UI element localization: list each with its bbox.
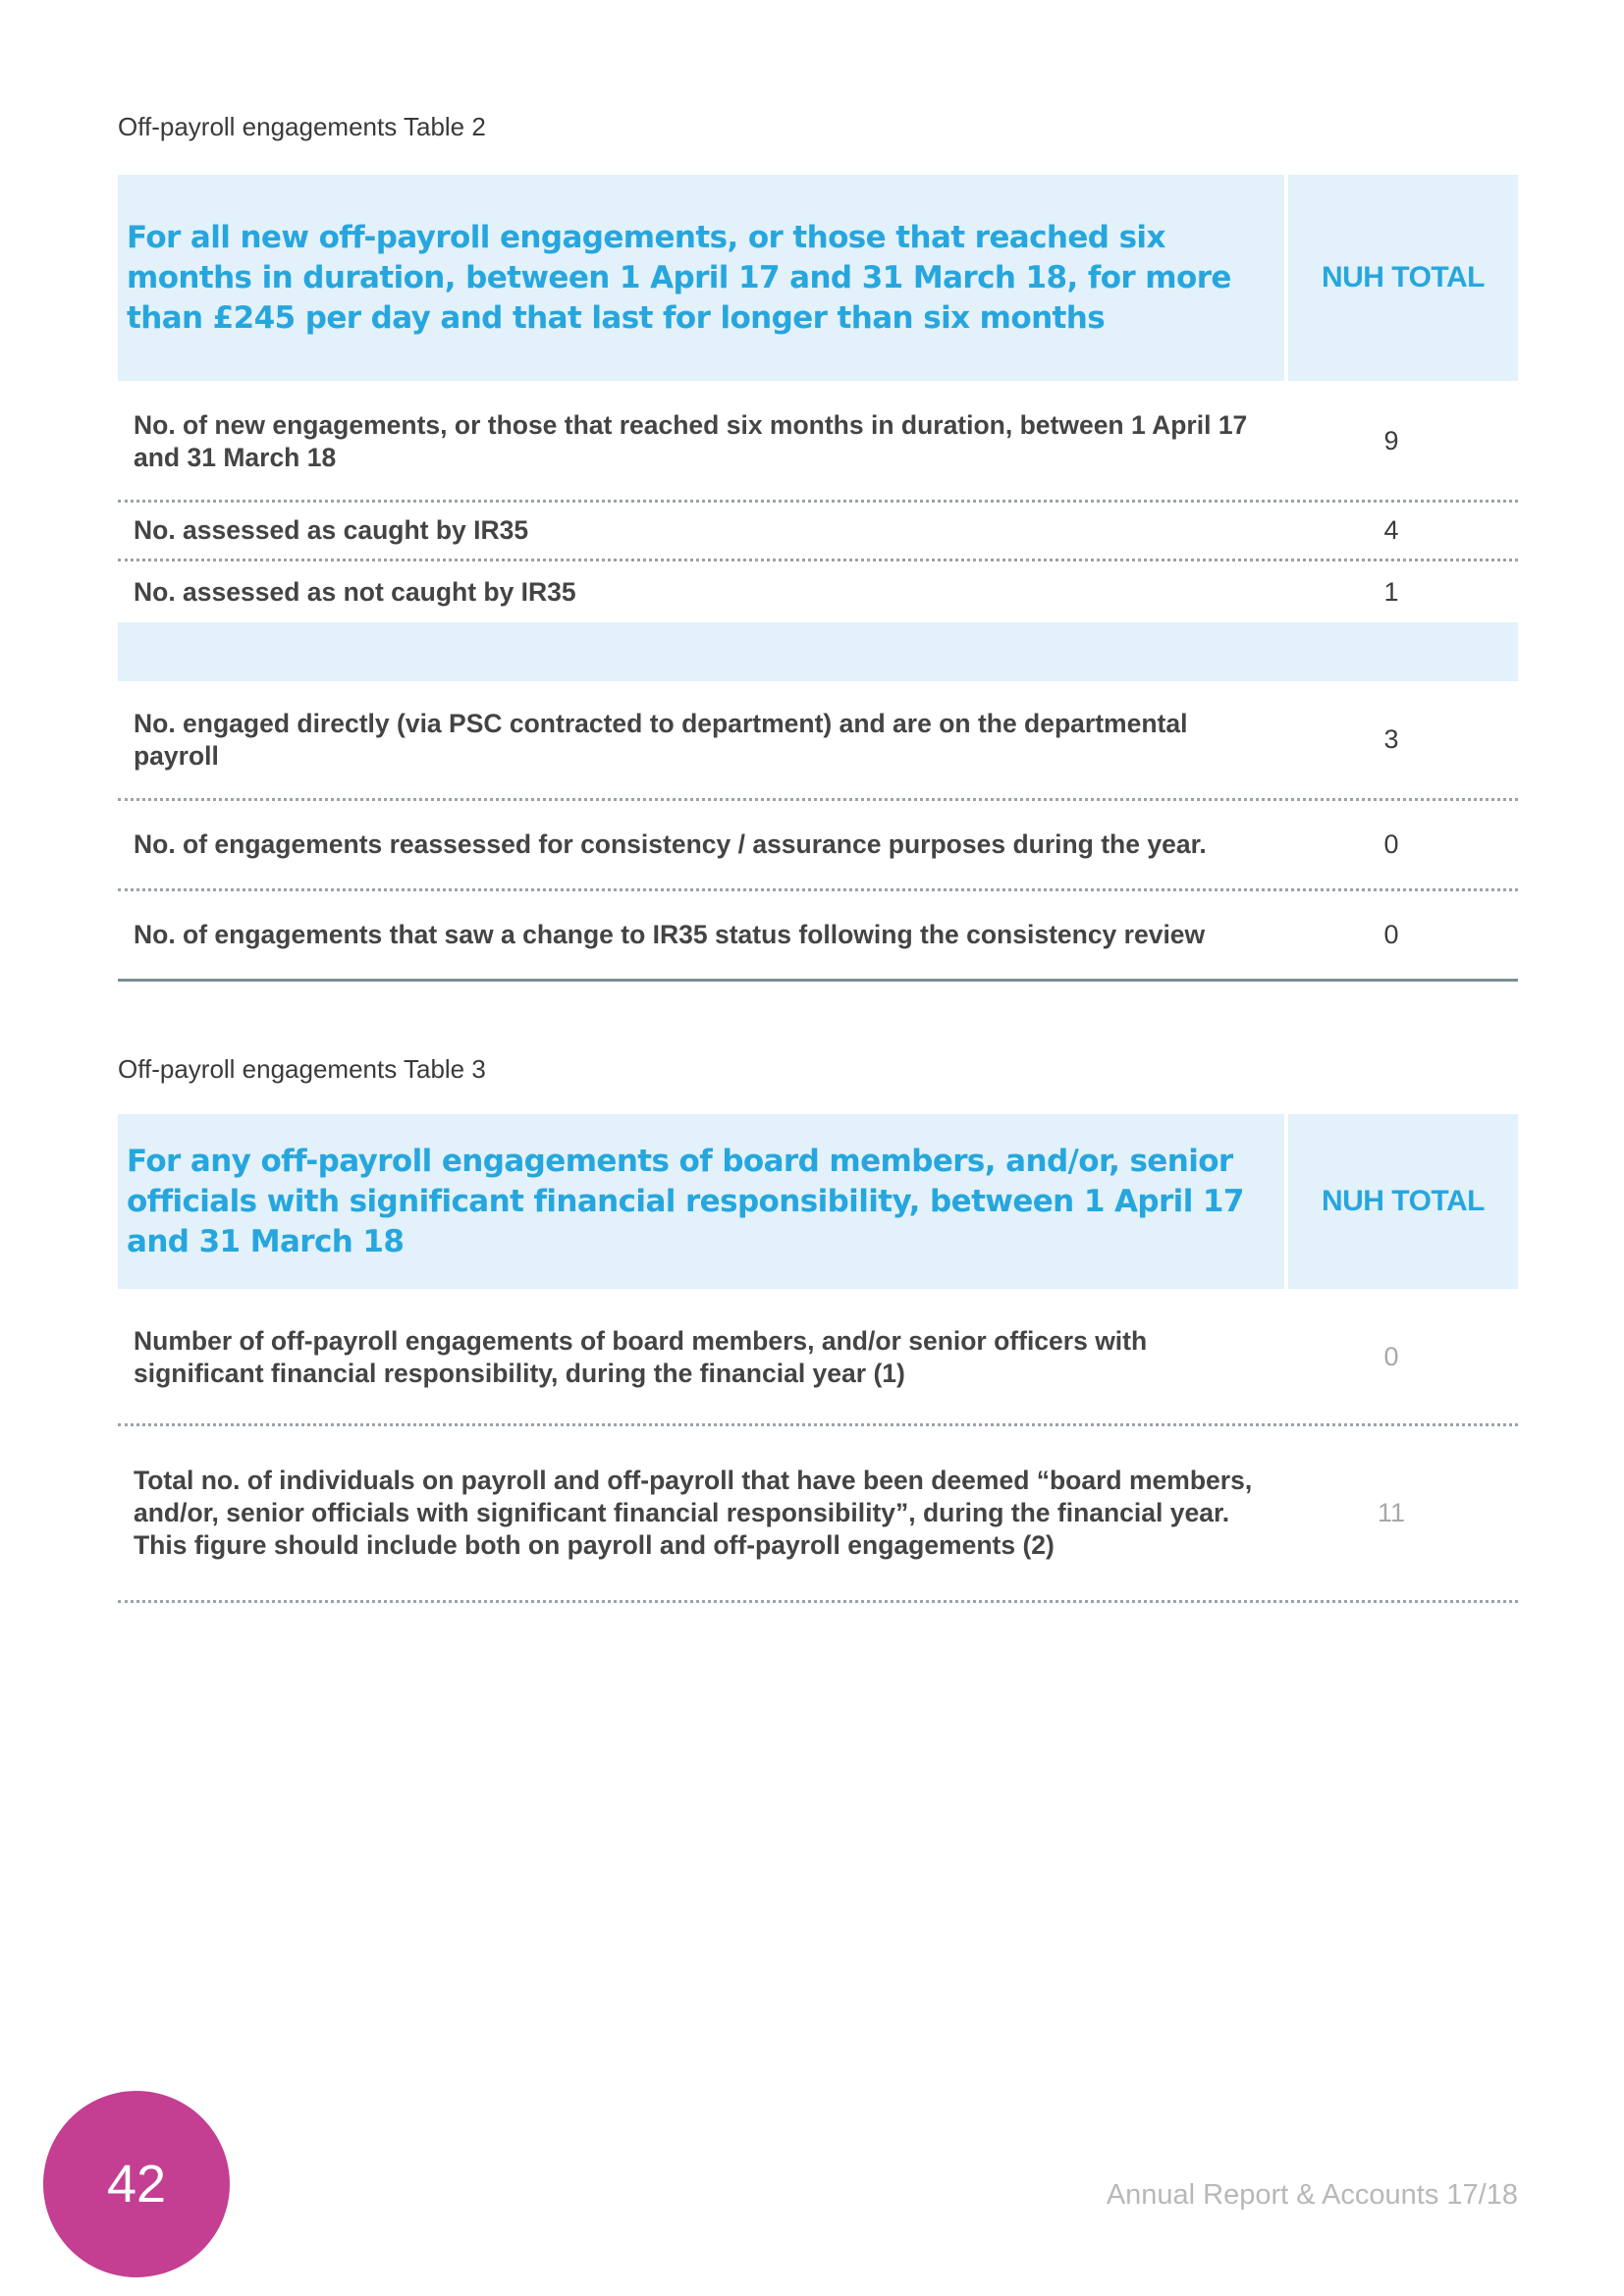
table3-title: Off-payroll engagements Table 3 — [118, 1054, 486, 1084]
row-value: 3 — [1383, 724, 1399, 754]
row-label: No. of engagements that saw a change to IR35 status following the consistency review — [134, 920, 1206, 949]
table2-header — [118, 175, 1518, 383]
table3-header — [118, 1114, 1518, 1291]
footer-report-title: Annual Report & Accounts 17/18 — [1106, 2179, 1518, 2211]
page-number-badge — [43, 2091, 230, 2277]
row-value: 1 — [1383, 576, 1399, 607]
table2-header-total: NUH TOTAL — [1321, 261, 1486, 294]
table3 — [118, 1114, 1518, 1603]
row-value: 0 — [1383, 1342, 1399, 1371]
table-row — [118, 1426, 1518, 1603]
row-value: 0 — [1383, 829, 1399, 859]
row-label: Total no. of individuals on payroll and off-payroll that have been deemed “board members, and/or, senior officials with significant financial responsibility”, during the financial year. This figure should include both on payroll and off-payroll engagements (2) — [134, 1466, 1253, 1560]
table-row — [118, 561, 1518, 622]
row-label: No. assessed as caught by IR35 — [134, 515, 529, 545]
row-label: Number of off-payroll engagements of board members, and/or senior officers with significant financial responsibility, during the financial year (1) — [134, 1325, 1148, 1388]
row-label: No. engaged directly (via PSC contracted to department) and are on the departmental payroll — [134, 708, 1188, 771]
table-row — [118, 681, 1518, 801]
table2-title: Off-payroll engagements Table 2 — [118, 112, 486, 141]
page-number: 42 — [106, 2155, 167, 2214]
row-value: 9 — [1383, 426, 1399, 455]
table-row — [118, 383, 1518, 503]
table2 — [118, 175, 1518, 982]
table-row — [118, 891, 1518, 982]
table2-header-description: For all new off-payroll engagements, or those that reached six months in duration, between 1 April 17 and 31 March 18, for more than £245 per day and that last for longer than six months — [118, 175, 1288, 381]
row-value: 4 — [1383, 515, 1399, 545]
row-value: 0 — [1383, 920, 1399, 949]
table-row — [118, 801, 1518, 891]
table3-header-total: NUH TOTAL — [1321, 1185, 1486, 1217]
table3-header-description: For any off-payroll engagements of board members, and/or, senior officials with significant financial responsibility, between 1 April 17 and 31 March 18 — [118, 1114, 1288, 1289]
row-label: No. assessed as not caught by IR35 — [134, 576, 576, 607]
row-label: No. of new engagements, or those that reached six months in duration, between 1 April 17 and 31 March 18 — [134, 409, 1248, 472]
row-value: 11 — [1377, 1498, 1406, 1527]
table-row — [118, 503, 1518, 561]
table-row — [118, 1291, 1518, 1426]
row-label: No. of engagements reassessed for consistency / assurance purposes during the year. — [134, 829, 1207, 859]
table2-divider-band — [118, 622, 1518, 681]
